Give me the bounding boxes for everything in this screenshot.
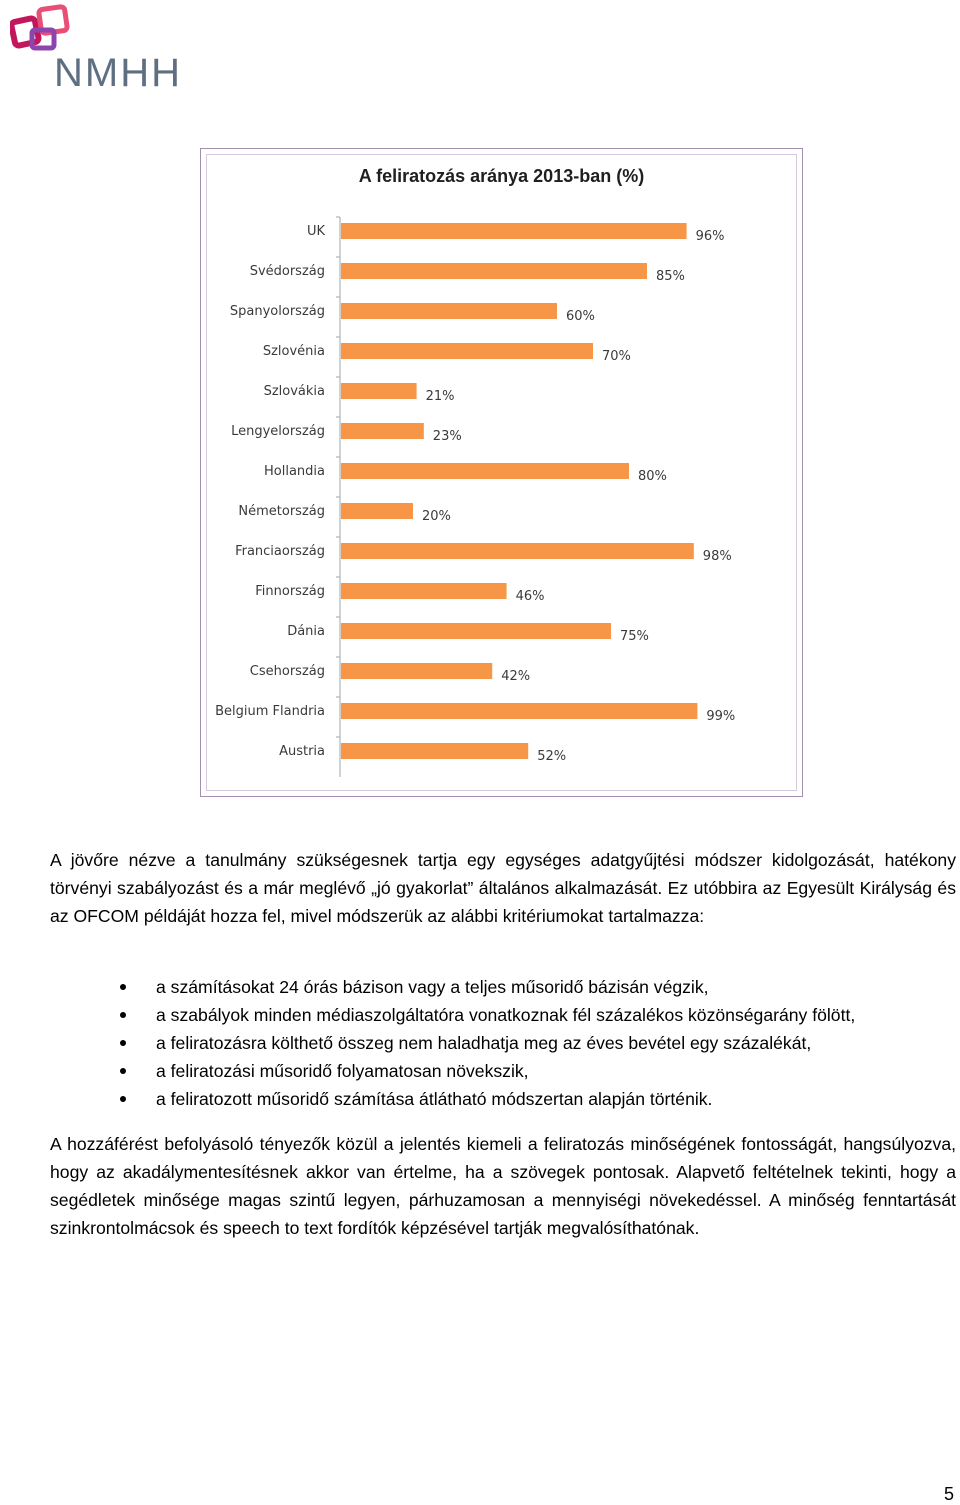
category-label: Franciaország (235, 544, 325, 559)
list-item: a feliratozott műsoridő számítása átlátható módszertan alapján történik. (120, 1085, 855, 1113)
value-label: 80% (638, 469, 667, 484)
bar (341, 383, 417, 399)
chart-title: A feliratozás aránya 2013-ban (%) (358, 166, 645, 186)
category-label: Hollandia (264, 464, 325, 479)
category-label: Finnország (255, 584, 325, 599)
bar (341, 583, 507, 599)
value-label: 70% (602, 349, 631, 364)
category-label: Lengyelország (231, 424, 325, 439)
page-number: 5 (943, 1484, 954, 1504)
chart-frame (200, 148, 803, 797)
value-label: 46% (515, 589, 545, 604)
criteria-list (120, 973, 855, 1113)
bar (341, 303, 557, 319)
category-label: Spanyolország (229, 304, 325, 319)
list-item: a számításokat 24 órás bázison vagy a teljes műsoridő bázisán végzik, (120, 973, 855, 1001)
bar (341, 223, 687, 239)
value-label: 60% (566, 309, 595, 324)
value-label: 21% (425, 389, 455, 404)
value-label: 52% (537, 749, 567, 764)
bar (341, 623, 611, 639)
bar-chart (201, 149, 804, 798)
category-label: Belgium Flandria (215, 704, 325, 719)
value-label: 85% (656, 269, 685, 284)
logo-mark-icon (11, 6, 68, 48)
value-label: 99% (706, 709, 736, 724)
category-label: Svédország (249, 264, 325, 279)
category-label: Austria (279, 744, 325, 759)
paragraph-quality: A hozzáférést befolyásoló tényezők közül a jelentés kiemeli a feliratozás minőségének fontosságát, hangsúlyozva, hogy az akadálymentesítésnek akkor van értelme, ha a szövegek pontosak. Alapvető feltételnek tekinti, hogy a segédletek minősége magas szintű legyen, párhuzamosan a mennyiségi növekedéssel. A minőség fenntartását szinkrontolmácsok és speech to text fordítók képzésével tartják megvalósíthatónak. (50, 1134, 956, 1238)
value-label: 75% (620, 629, 649, 644)
value-label: 20% (422, 509, 451, 524)
bar (341, 743, 528, 759)
bar (341, 543, 694, 559)
list-item: a feliratozási műsoridő folyamatosan növekszik, (120, 1057, 855, 1085)
bar (341, 343, 593, 359)
value-label: 23% (432, 429, 462, 444)
category-label: Szlovénia (262, 344, 325, 359)
category-label: UK (306, 224, 325, 239)
bar (341, 263, 647, 279)
bar (341, 463, 629, 479)
paragraph-intro: A jövőre nézve a tanulmány szükségesnek tartja egy egységes adatgyűjtési módszer kidolgozását, hatékony törvényi szabályozást és a már meglévő „jó gyakorlat” általános alkalmazását. Ez utóbbira az Egyesült Királyság és az OFCOM példáját hozza fel, mivel módszerük az alábbi kritériumokat tartalmazza: (50, 850, 956, 926)
bar (341, 663, 492, 679)
nmhh-logo (10, 4, 185, 94)
value-label: 96% (695, 229, 725, 244)
category-label: Dánia (287, 624, 325, 639)
category-label: Csehország (249, 664, 325, 679)
bar (341, 703, 697, 719)
logo-text: NMHH (54, 51, 182, 94)
bar (341, 503, 413, 519)
category-label: Szlovákia (263, 384, 325, 399)
list-item: a feliratozásra költhető összeg nem haladhatja meg az éves bevétel egy százalékát, (120, 1029, 855, 1057)
value-label: 98% (702, 549, 732, 564)
bar (341, 423, 424, 439)
value-label: 42% (501, 669, 531, 684)
list-item: a szabályok minden médiaszolgáltatóra vonatkoznak fél százalékos közönségarány fölött, (120, 1001, 855, 1029)
category-label: Németország (238, 504, 325, 519)
